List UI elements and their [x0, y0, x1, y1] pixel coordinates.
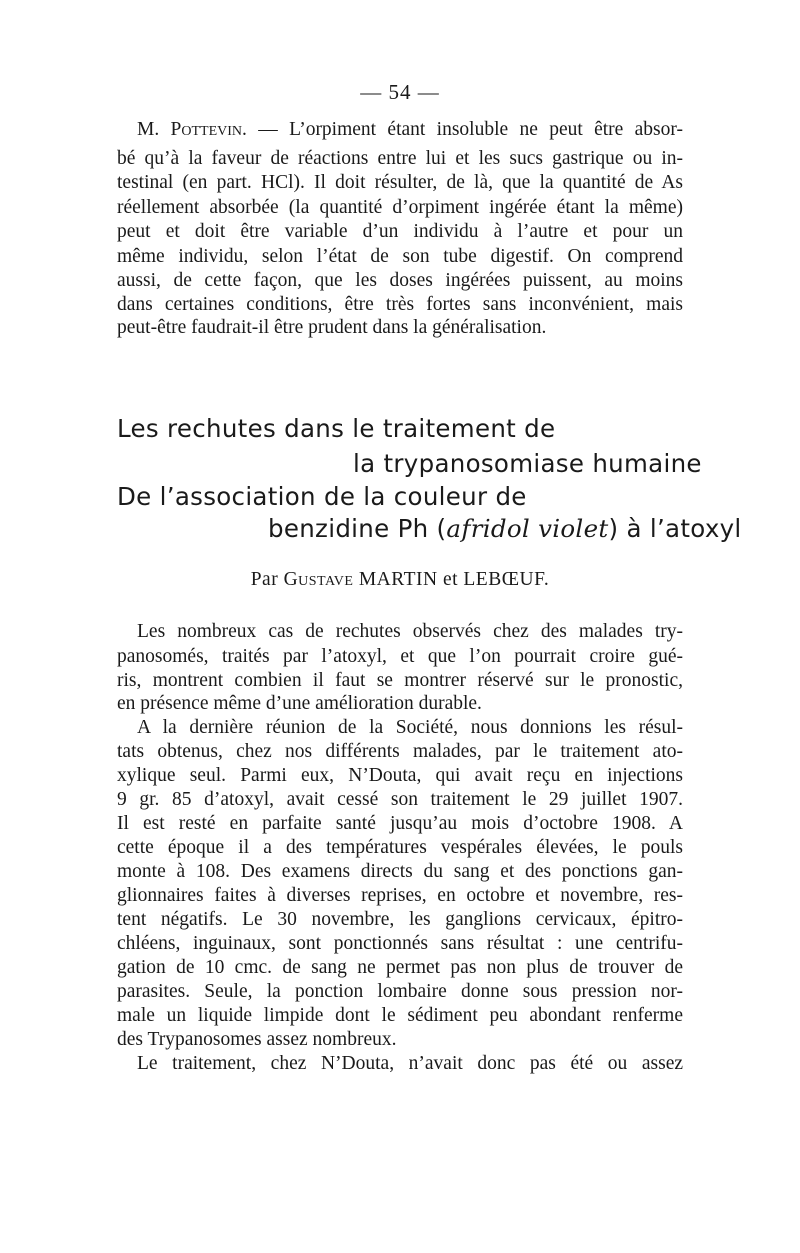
paragraph-line: M. Pottevin. — L’orpiment étant insoluble ne peut être absor-: [137, 119, 683, 140]
paragraph-line: male un liquide limpide dont le sédiment peu abondant renferme: [117, 1005, 683, 1026]
paragraph-line: peut-être faudrait-il être prudent dans la généralisation.: [117, 317, 547, 338]
paragraph-line: ris, montrent combien il faut se montrer réservé sur le pronostic,: [117, 670, 683, 691]
paragraph-line: Les nombreux cas de rechutes observés chez des malades try-: [137, 621, 683, 642]
paragraph-line: parasites. Seule, la ponction lombaire donne sous pression nor-: [117, 981, 683, 1002]
paragraph-line: xylique seul. Parmi eux, N’Douta, qui avait reçu en injections: [117, 765, 683, 786]
italic-term: afridol violet: [446, 514, 609, 543]
page-number: — 54 —: [360, 80, 440, 104]
paragraph-line: monte à 108. Des examens directs du sang et des ponctions gan-: [117, 861, 683, 882]
paragraph-line: en présence même d’une amélioration durable.: [117, 693, 482, 714]
paragraph-line: gation de 10 cmc. de sang ne permet pas non plus de trouver de: [117, 957, 683, 978]
paragraph-line: tent négatifs. Le 30 novembre, les ganglions cervicaux, épitro-: [117, 909, 683, 930]
article-subtitle-line: De l’association de la couleur de: [117, 482, 527, 511]
paragraph-line: cette époque il a des températures vespérales élevées, le pouls: [117, 837, 683, 858]
speaker-name: M. Pottevin.: [137, 119, 247, 140]
paragraph-line: même individu, selon l’état de son tube digestif. On comprend: [117, 246, 683, 267]
paragraph-line: aussi, de cette façon, que les doses ingérées puissent, au moins: [117, 270, 683, 291]
article-title-line: la trypanosomiase humaine: [353, 449, 702, 478]
authors: MARTIN et LEBŒUF.: [358, 569, 550, 590]
paragraph-line: A la dernière réunion de la Société, nous donnions les résul-: [137, 717, 683, 738]
article-title-line: Les rechutes dans le traitement de: [117, 414, 556, 443]
paragraph-line: testinal (en part. HCl). Il doit résulter, de là, que la quantité de As: [117, 172, 683, 193]
paragraph-line: Il est resté en parfaite santé jusqu’au mois d’octobre 1908. A: [117, 813, 683, 834]
byline: Par Gustave MARTIN et LEBŒUF.: [250, 569, 550, 590]
paragraph-line: panosomés, traités par l’atoxyl, et que l’on pourrait croire gué-: [117, 646, 683, 667]
paragraph-line: des Trypanosomes assez nombreux.: [117, 1029, 397, 1050]
author-first-name: Gustave: [283, 569, 354, 590]
paragraph-line: peut et doit être variable d’un individu à l’autre et pour un: [117, 221, 683, 242]
paragraph-line: tats obtenus, chez nos différents malades, par le traitement ato-: [117, 741, 683, 762]
paragraph-line: bé qu’à la faveur de réactions entre lui et les sucs gastrique ou in-: [117, 148, 683, 169]
paragraph-line: chléens, inguinaux, sont ponctionnés sans résultat : une centrifu-: [117, 933, 683, 954]
paragraph-line: Le traitement, chez N’Douta, n’avait donc pas été ou assez: [137, 1053, 683, 1074]
paragraph-line: dans certaines conditions, être très fortes sans inconvénient, mais: [117, 294, 683, 315]
article-subtitle-line: benzidine Ph (afridol violet) à l’atoxyl: [268, 514, 742, 543]
paragraph-line: glionnaires faites à diverses reprises, en octobre et novembre, res-: [117, 885, 683, 906]
paragraph-line: réellement absorbée (la quantité d’orpiment ingérée étant la même): [117, 197, 683, 218]
paragraph-line: 9 gr. 85 d’atoxyl, avait cessé son traitement le 29 juillet 1907.: [117, 789, 683, 810]
